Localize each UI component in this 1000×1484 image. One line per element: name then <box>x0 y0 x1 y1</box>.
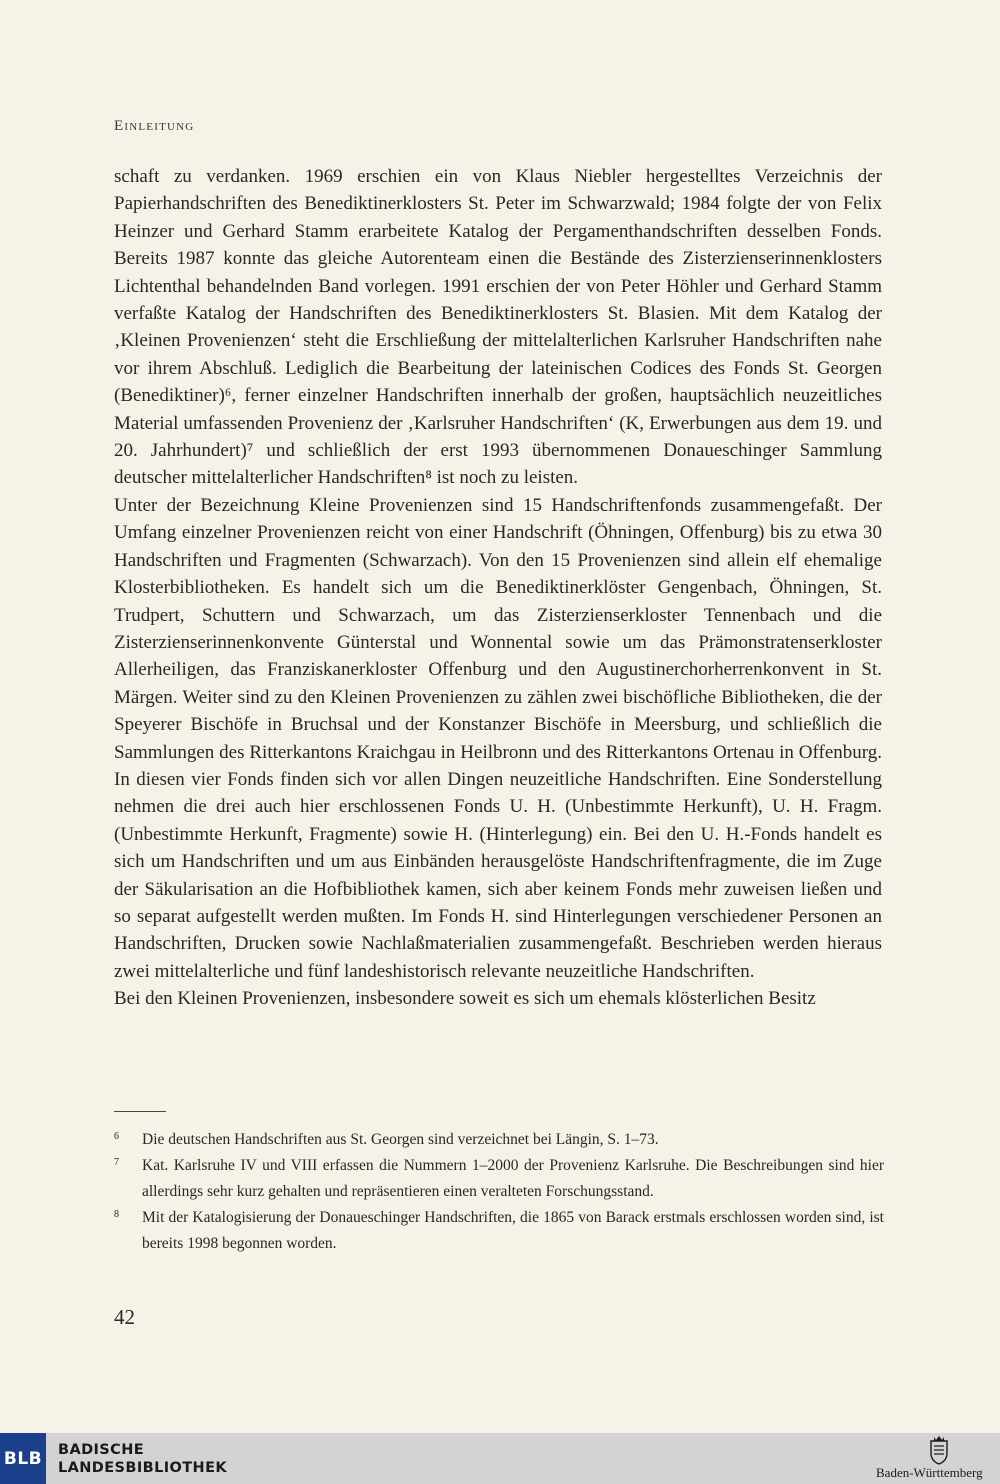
blb-logo[interactable]: BLB <box>0 1433 46 1484</box>
footnote-text: Mit der Katalogisierung der Donaueschinger Handschriften, die 1865 von Barack erstmals erschlossen worden sind, ist bereits 1998 begonnen worden. <box>142 1209 884 1252</box>
state-label: Baden-Württemberg <box>876 1465 983 1480</box>
body-paragraph: schaft zu verdanken. 1969 erschien ein von Klaus Niebler hergestelltes Verzeichnis der Papierhandschriften des Benediktinerklosters St. Peter im Schwarzwald; 1984 folgte der von Felix Heinzer und Gerhard Stamm erarbeitete Katalog der Pergamenthandschriften desselben Fonds. Bereits 1987 konnte das gleiche Autorenteam einen die Bestände des Zisterzienserinnenklosters Lichtenthal behandelnden Band vorlegen. 1991 erschien der von Peter Höhler und Gerhard Stamm verfaßte Katalog der Handschriften des Benediktinerklosters St. Blasien. Mit dem Katalog der ‚Kleinen Provenienzen‘ steht die Erschließung der mittelalterlichen Karlsruher Handschriften nahe vor ihrem Abschluß. Lediglich die Bearbeitung der lateinischen Codices des Fonds St. Georgen (Benediktiner)⁶, ferner einzelner Handschriften innerhalb der großen, hauptsächlich neuzeitliches Material umfassenden Provenienz der ‚Karlsruher Handschriften‘ (K, Erwerbungen aus dem 19. und 20. Jahrhundert)⁷ und schließlich der erst 1993 übernommenen Donaueschinger Sammlung deutscher mittelalterlicher Handschriften⁸ ist noch zu leisten. <box>114 166 882 489</box>
footnote <box>114 1127 884 1153</box>
body-paragraph: Bei den Kleinen Provenienzen, insbesondere soweit es sich um ehemals klösterlichen Besitz <box>114 988 816 1010</box>
footnote-number: 7 <box>114 1157 119 1168</box>
footnote-separator <box>114 1111 166 1112</box>
library-name-line1: BADISCHE <box>58 1442 145 1458</box>
body-paragraph: Unter der Bezeichnung Kleine Provenienzen sind 15 Handschriftenfonds zusammengefaßt. Der Umfang einzelner Provenienzen reicht von einer Handschrift (Öhningen, Offenburg) bis zu etwa 30 Handschriften und Fragmenten (Schwarzach). Von den 15 Provenienzen sind allein elf ehemalige Klosterbibliotheken. Es handelt sich um die Benediktinerklöster Gengenbach, Öhningen, St. Trudpert, Schuttern und Schwarzach, um das Zisterzienserkloster Tennenbach und die Zisterzienserinnenkonvente Günterstal und Wonnental sowie um das Prämonstratenserkloster Allerheiligen, das Franziskanerkloster Offenburg und den Augustinerchorherrenkonvent in St. Märgen. Weiter sind zu den Kleinen Provenienzen zu zählen zwei bischöfliche Bibliotheken, die der Speyerer Bischöfe in Bruchsal und der Konstanzer Bischöfe in Meersburg, und schließlich die Sammlungen des Ritterkantons Kraichgau in Heilbronn und des Ritterkantons Ortenau in Offenburg. In diesen vier Fonds finden sich vor allen Dingen neuzeitliche Handschriften. Eine Sonderstellung nehmen die drei auch hier erschlossenen Fonds U. H. (Unbestimmte Herkunft), U. H. Fragm. (Unbestimmte Herkunft, Fragmente) sowie H. (Hinterlegung) ein. Bei den U. H.-Fonds handelt es sich um Handschriften und um aus Einbänden herausgelöste Handschriftenfragmente, die im Zuge der Säkularisation an die Hofbibliothek kamen, sich aber keinem Fonds mehr zuweisen ließen und so separat aufgestellt werden mußten. Im Fonds H. sind Hinterlegungen verschiedener Personen an Handschriften, Drucken sowie Nachlaßmaterialien zusammengefaßt. Beschrieben werden hieraus zwei mittelalterliche und fünf landeshistorisch relevante neuzeitliche Handschriften. <box>114 494 882 982</box>
footnote-number: 8 <box>114 1209 119 1220</box>
page-number: 42 <box>114 1305 135 1329</box>
footnotes <box>114 1127 884 1257</box>
body-text <box>114 163 882 1013</box>
running-header: Einleitung <box>114 118 195 134</box>
library-name-line2: LANDESBIBLIOTHEK <box>58 1460 228 1476</box>
library-footer-bar <box>0 1433 1000 1484</box>
baden-wuerttemberg-crest-icon <box>928 1435 950 1465</box>
footnote <box>114 1205 884 1257</box>
footnote <box>114 1153 884 1205</box>
library-name[interactable] <box>58 1441 227 1477</box>
footnote-text: Die deutschen Handschriften aus St. Georgen sind verzeichnet bei Längin, S. 1–73. <box>142 1131 659 1148</box>
footnote-text: Kat. Karlsruhe IV und VIII erfassen die Nummern 1–2000 der Provenienz Karlsruhe. Die Beschreibungen sind hier allerdings sehr kurz gehalten und repräsentieren einen veralteten Forschungsstand. <box>142 1157 884 1200</box>
footnote-number: 6 <box>114 1131 119 1142</box>
